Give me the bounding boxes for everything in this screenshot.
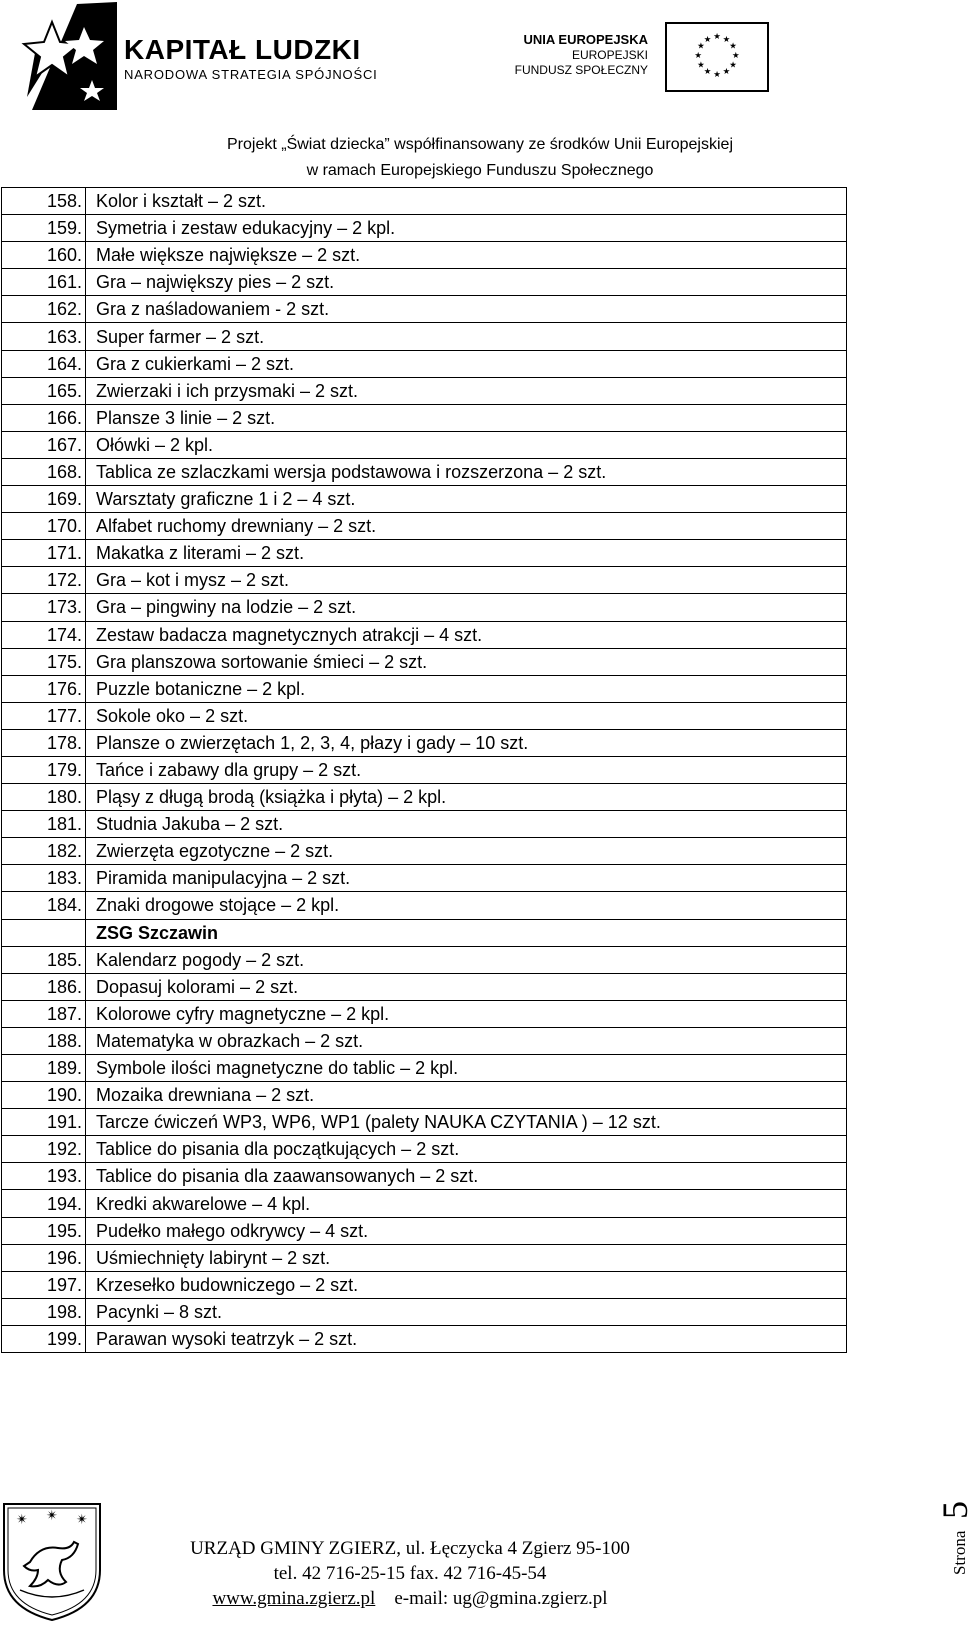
list-item bbox=[2, 350, 847, 377]
svg-text:★: ★ bbox=[713, 68, 721, 79]
list-item bbox=[2, 1027, 847, 1054]
item-number: 162. bbox=[2, 296, 86, 323]
list-item bbox=[2, 675, 847, 702]
list-item bbox=[2, 1136, 847, 1163]
item-number: 174. bbox=[2, 621, 86, 648]
item-number: 192. bbox=[2, 1136, 86, 1163]
item-number: 173. bbox=[2, 594, 86, 621]
item-number: 180. bbox=[2, 784, 86, 811]
list-item bbox=[2, 1190, 847, 1217]
svg-text:★: ★ bbox=[722, 33, 731, 44]
list-item bbox=[2, 323, 847, 350]
item-text: Parawan wysoki teatrzyk – 2 szt. bbox=[86, 1325, 847, 1352]
item-number: 172. bbox=[2, 567, 86, 594]
section-row bbox=[2, 919, 847, 946]
list-item bbox=[2, 702, 847, 729]
list-item bbox=[2, 269, 847, 296]
item-text: Alfabet ruchomy drewniany – 2 szt. bbox=[86, 513, 847, 540]
list-item bbox=[2, 215, 847, 242]
project-line-1: Projekt „Świat dziecka” współfinansowany ze środków Unii Europejskiej bbox=[227, 136, 733, 153]
item-text: Zwierzaki i ich przysmaki – 2 szt. bbox=[86, 377, 847, 404]
list-item bbox=[2, 1000, 847, 1027]
item-number bbox=[2, 919, 86, 946]
item-number: 170. bbox=[2, 513, 86, 540]
list-item bbox=[2, 729, 847, 756]
list-item bbox=[2, 188, 847, 215]
item-number: 175. bbox=[2, 648, 86, 675]
item-number: 179. bbox=[2, 756, 86, 783]
item-text: Kolorowe cyfry magnetyczne – 2 kpl. bbox=[86, 1000, 847, 1027]
eu-flag-icon bbox=[665, 22, 769, 92]
item-number: 195. bbox=[2, 1217, 86, 1244]
item-text: Warsztaty graficzne 1 i 2 – 4 szt. bbox=[86, 486, 847, 513]
item-number: 178. bbox=[2, 729, 86, 756]
item-text: Tarcze ćwiczeń WP3, WP6, WP1 (palety NAUKA CZYTANIA ) – 12 szt. bbox=[86, 1109, 847, 1136]
list-item bbox=[2, 865, 847, 892]
list-item bbox=[2, 242, 847, 269]
list-item bbox=[2, 594, 847, 621]
item-text: Gra z naśladowaniem - 2 szt. bbox=[86, 296, 847, 323]
item-text: Krzesełko budowniczego – 2 szt. bbox=[86, 1271, 847, 1298]
list-item bbox=[2, 648, 847, 675]
item-number: 161. bbox=[2, 269, 86, 296]
svg-text:★: ★ bbox=[729, 40, 737, 51]
list-item bbox=[2, 486, 847, 513]
footer-website-link[interactable]: www.gmina.zgierz.pl bbox=[212, 1588, 376, 1609]
list-item bbox=[2, 1055, 847, 1082]
svg-text:★: ★ bbox=[703, 33, 712, 44]
item-text: Studnia Jakuba – 2 szt. bbox=[86, 811, 847, 838]
gmina-zgierz-crest-icon bbox=[0, 1500, 104, 1622]
svg-text:✴: ✴ bbox=[46, 1508, 58, 1524]
item-text: Puzzle botaniczne – 2 kpl. bbox=[86, 675, 847, 702]
item-number: 187. bbox=[2, 1000, 86, 1027]
item-text: Gra – kot i mysz – 2 szt. bbox=[86, 567, 847, 594]
list-item bbox=[2, 973, 847, 1000]
list-item bbox=[2, 296, 847, 323]
item-number: 176. bbox=[2, 675, 86, 702]
page-number: 5 bbox=[935, 1501, 975, 1519]
svg-text:★: ★ bbox=[732, 49, 740, 60]
item-text: Pacynki – 8 szt. bbox=[86, 1298, 847, 1325]
item-number: 169. bbox=[2, 486, 86, 513]
list-item bbox=[2, 1271, 847, 1298]
eu-line3: FUNDUSZ SPOŁECZNY bbox=[514, 63, 648, 77]
footer-address: URZĄD GMINY ZGIERZ, ul. Łęczycka 4 Zgierz 95-100 bbox=[190, 1538, 630, 1559]
item-text: Tablica ze szlaczkami wersja podstawowa i rozszerzona – 2 szt. bbox=[86, 458, 847, 485]
item-number: 168. bbox=[2, 458, 86, 485]
svg-text:★: ★ bbox=[722, 65, 731, 76]
item-text: Pląsy z długą brodą (książka i płyta) – 2 kpl. bbox=[86, 784, 847, 811]
svg-text:★: ★ bbox=[694, 49, 702, 60]
item-number: 166. bbox=[2, 404, 86, 431]
item-text: Super farmer – 2 szt. bbox=[86, 323, 847, 350]
header-logos bbox=[0, 0, 960, 179]
item-text: Kredki akwarelowe – 4 kpl. bbox=[86, 1190, 847, 1217]
item-text: Gra – największy pies – 2 szt. bbox=[86, 269, 847, 296]
list-item bbox=[2, 1109, 847, 1136]
item-number: 159. bbox=[2, 215, 86, 242]
section-title: ZSG Szczawin bbox=[86, 919, 847, 946]
item-number: 177. bbox=[2, 702, 86, 729]
list-item bbox=[2, 811, 847, 838]
eu-title: UNIA EUROPEJSKA bbox=[523, 32, 648, 47]
list-item bbox=[2, 567, 847, 594]
item-text: Plansze o zwierzętach 1, 2, 3, 4, płazy i gady – 10 szt. bbox=[86, 729, 847, 756]
item-text: Dopasuj kolorami – 2 szt. bbox=[86, 973, 847, 1000]
item-text: Tańce i zabawy dla grupy – 2 szt. bbox=[86, 756, 847, 783]
item-text: Kolor i kształt – 2 szt. bbox=[86, 188, 847, 215]
list-item bbox=[2, 1217, 847, 1244]
list-item bbox=[2, 377, 847, 404]
item-text: Tablice do pisania dla zaawansowanych – 2 szt. bbox=[86, 1163, 847, 1190]
item-number: 190. bbox=[2, 1082, 86, 1109]
item-text: Matematyka w obrazkach – 2 szt. bbox=[86, 1027, 847, 1054]
item-number: 165. bbox=[2, 377, 86, 404]
list-item bbox=[2, 1325, 847, 1352]
list-item bbox=[2, 756, 847, 783]
list-item bbox=[2, 404, 847, 431]
svg-text:★: ★ bbox=[729, 59, 737, 70]
item-text: Mozaika drewniana – 2 szt. bbox=[86, 1082, 847, 1109]
kapital-ludzki-subtitle: NARODOWA STRATEGIA SPÓJNOŚCI bbox=[124, 67, 378, 82]
list-item bbox=[2, 1163, 847, 1190]
item-text: Małe większe największe – 2 szt. bbox=[86, 242, 847, 269]
list-item bbox=[2, 458, 847, 485]
list-item bbox=[2, 431, 847, 458]
item-number: 185. bbox=[2, 946, 86, 973]
project-line-2: w ramach Europejskiego Funduszu Społecznego bbox=[306, 162, 654, 179]
item-text: Pudełko małego odkrywcy – 4 szt. bbox=[86, 1217, 847, 1244]
list-item bbox=[2, 621, 847, 648]
item-number: 181. bbox=[2, 811, 86, 838]
page-number-label bbox=[935, 1480, 975, 1580]
list-item bbox=[2, 540, 847, 567]
item-number: 158. bbox=[2, 188, 86, 215]
item-text: Symetria i zestaw edukacyjny – 2 kpl. bbox=[86, 215, 847, 242]
item-number: 171. bbox=[2, 540, 86, 567]
svg-text:★: ★ bbox=[703, 65, 712, 76]
item-number: 184. bbox=[2, 892, 86, 919]
item-number: 193. bbox=[2, 1163, 86, 1190]
item-text: Gra planszowa sortowanie śmieci – 2 szt. bbox=[86, 648, 847, 675]
item-text: Uśmiechnięty labirynt – 2 szt. bbox=[86, 1244, 847, 1271]
kapital-ludzki-title: KAPITAŁ LUDZKI bbox=[124, 34, 361, 65]
item-text: Makatka z literami – 2 szt. bbox=[86, 540, 847, 567]
item-text: Tablice do pisania dla początkujących – 2 szt. bbox=[86, 1136, 847, 1163]
item-number: 196. bbox=[2, 1244, 86, 1271]
kapital-ludzki-text bbox=[124, 34, 378, 84]
item-text: Piramida manipulacyjna – 2 szt. bbox=[86, 865, 847, 892]
item-text: Plansze 3 linie – 2 szt. bbox=[86, 404, 847, 431]
item-number: 167. bbox=[2, 431, 86, 458]
equipment-list-table bbox=[1, 187, 847, 1353]
item-number: 191. bbox=[2, 1109, 86, 1136]
item-text: Ołówki – 2 kpl. bbox=[86, 431, 847, 458]
item-number: 188. bbox=[2, 1027, 86, 1054]
list-item bbox=[2, 892, 847, 919]
list-item bbox=[2, 838, 847, 865]
list-item bbox=[2, 1298, 847, 1325]
footer-email: e-mail: ug@gmina.zgierz.pl bbox=[394, 1588, 608, 1609]
list-item bbox=[2, 784, 847, 811]
item-number: 189. bbox=[2, 1055, 86, 1082]
svg-text:★: ★ bbox=[713, 31, 721, 42]
item-text: Symbole ilości magnetyczne do tablic – 2 kpl. bbox=[86, 1055, 847, 1082]
item-number: 194. bbox=[2, 1190, 86, 1217]
list-item bbox=[2, 513, 847, 540]
list-item bbox=[2, 946, 847, 973]
item-text: Zestaw badacza magnetycznych atrakcji – 4 szt. bbox=[86, 621, 847, 648]
list-item bbox=[2, 1244, 847, 1271]
item-number: 164. bbox=[2, 350, 86, 377]
item-number: 198. bbox=[2, 1298, 86, 1325]
item-text: Kalendarz pogody – 2 szt. bbox=[86, 946, 847, 973]
list-item bbox=[2, 1082, 847, 1109]
item-number: 163. bbox=[2, 323, 86, 350]
item-number: 186. bbox=[2, 973, 86, 1000]
item-number: 183. bbox=[2, 865, 86, 892]
equipment-list-body bbox=[2, 188, 847, 1353]
item-text: Zwierzęta egzotyczne – 2 szt. bbox=[86, 838, 847, 865]
kapital-ludzki-logo-icon bbox=[22, 2, 122, 112]
eu-line2: EUROPEJSKI bbox=[571, 48, 648, 62]
footer-phone: tel. 42 716-25-15 fax. 42 716-45-54 bbox=[273, 1563, 547, 1584]
item-number: 197. bbox=[2, 1271, 86, 1298]
item-text: Gra – pingwiny na lodzie – 2 szt. bbox=[86, 594, 847, 621]
item-text: Gra z cukierkami – 2 szt. bbox=[86, 350, 847, 377]
item-number: 182. bbox=[2, 838, 86, 865]
svg-text:★: ★ bbox=[697, 40, 705, 51]
svg-text:★: ★ bbox=[697, 59, 705, 70]
item-text: Znaki drogowe stojące – 2 kpl. bbox=[86, 892, 847, 919]
item-number: 199. bbox=[2, 1325, 86, 1352]
item-text: Sokole oko – 2 szt. bbox=[86, 702, 847, 729]
svg-text:✴: ✴ bbox=[16, 1512, 28, 1528]
page-label-text: Strona bbox=[950, 1530, 969, 1575]
svg-text:✴: ✴ bbox=[76, 1512, 88, 1528]
eu-text bbox=[498, 32, 648, 78]
footer-contact bbox=[150, 1588, 670, 1610]
item-number: 160. bbox=[2, 242, 86, 269]
